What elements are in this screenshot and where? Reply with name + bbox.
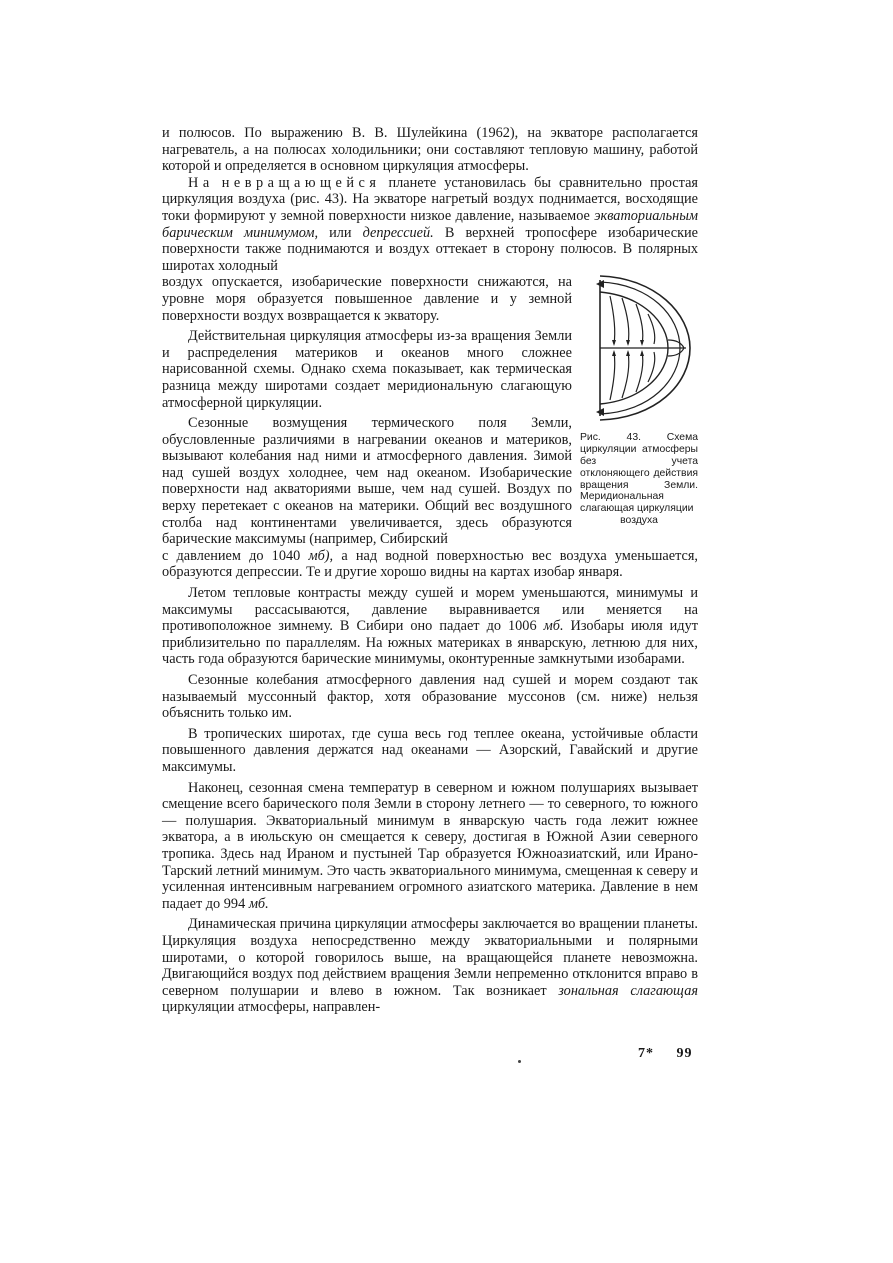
figure-region	[162, 274, 698, 548]
paragraph-1-wrap: воздух опускается, изобарические поверхности снижаются, на уровне моря образуется повышенное давление и у земной поверхности воздух возвращается к экватору.	[162, 274, 572, 324]
figure-caption	[580, 432, 698, 526]
paragraph-1	[162, 175, 698, 275]
page-number: 99	[676, 1046, 693, 1061]
paragraph-3-wrap: Сезонные возмущения термического поля Земли, обусловленные различиями в нагревании океанов и материков, вызывают колебания над ними и атмосферного давления. Зимой над сушей воздух холоднее, чем над океаном. Изобарические поверхности над акваториями выше, чем над сушей. Воздух по верху перетекает с океанов на материки. Общий вес воздушного столба над континентами увеличивается, здесь образуются барические максимумы (например, Сибирский	[162, 415, 572, 548]
spaced-term: невращающейся	[221, 174, 381, 191]
page-footer	[638, 1046, 693, 1062]
p3-text-b: а над водной поверхностью вес воздуха уменьшается, образуются депрессии. Те и другие хорошо видны на картах изобар января.	[162, 547, 698, 581]
signature-mark: 7*	[638, 1046, 654, 1061]
unit-mb: мб),	[308, 547, 334, 564]
p3-text-a: с давлением до 1040	[162, 547, 301, 564]
unit-mb: мб.	[543, 618, 564, 635]
p4-text-a: Летом тепловые контрасты между сушей и морем уменьшаются, минимумы и максимумы рассасываются, давление выравнивается или меняется на противоположное зимнему. В Сибири оно падает до 1006	[162, 585, 698, 635]
paragraph-4	[162, 585, 698, 668]
paragraph-2: Действительная циркуляция атмосферы из-за вращения Земли и распределения материков и океанов много сложнее нарисованной схемы. Однако схема показывает, как термическая разница между широтами создает меридиональную слагающую атмосферной циркуляции.	[162, 328, 572, 411]
paragraph-7	[162, 780, 698, 913]
term-depression: депрессией.	[362, 224, 434, 241]
paragraph-8	[162, 916, 698, 1016]
p4-text-b: Изобары июля идут приблизительно по параллелям. На южных материках в январскую, летнюю для них, часть года образуются барические минимумы, оконтуренные замкнутыми изобарами.	[162, 618, 698, 668]
p7-text-a: Наконец, сезонная смена температур в северном и южном полушариях вызывает смещение всего барического поля Земли в сторону летнего — то северного, то южного — полушария. Экваториальный минимум в январскую часть года лежит южнее экватора, а в июльскую он смещается к северу, достигая в Южной Азии северного тропика. Здесь над Ираном и пустыней Тар образуется Южноазиатский, или Ирано-Тарский летний минимум. Это часть экваториального минимума, смещенная к северу и усиленная интенсивным нагреванием огромного азиатского материка. Давление в нем падает до 994	[162, 779, 698, 912]
unit-mb: мб.	[248, 895, 269, 912]
paragraph-5: Сезонные колебания атмосферного давления над сушей и морем создают так называемый муссонный фактор, хотя образование муссонов (см. ниже) нельзя объяснить только им.	[162, 672, 698, 722]
caption-text: Рис. 43. Схема циркуляции атмосферы без учета отклоняющего действия вращения Земли. Меридиональная слагающая циркуляции	[580, 432, 698, 515]
p1-text-c: В верхней тропосфере изобарические поверхности также поднимаются и воздух оттекает в сторону полюсов. В полярных широтах холодный	[162, 224, 699, 274]
term-zonal-component: зональная слагающая	[558, 982, 698, 999]
p1-text-a: планете установилась бы сравнительно простая циркуляция воздуха (рис. 43). На экваторе нагретый воздух поднимается, восходящие токи формируют у земной поверхности низкое давление, называемое	[162, 174, 698, 224]
p8-text-a: Динамическая причина циркуляции атмосферы заключается во вращении планеты. Циркуляция воздуха непосредственно между экваториальными и полярными широтами, о которой говорилось выше, на вращающейся планете невозможна. Двигающийся воздух под действием вращения Земли непременно отклонится вправо в северном полушарии и влево в южном. Так возникает	[162, 916, 698, 999]
paragraph-0: и полюсов. По выражению В. В. Шулейкина (1962), на экваторе располагается нагреватель, а на полюсах холодильники; они составляют тепловую машину, работой которой и определяется в основном циркуляция атмосферы.	[162, 125, 698, 175]
p1-lead: На	[188, 174, 214, 191]
caption-last-line: воздуха	[620, 514, 658, 526]
page-body	[162, 125, 698, 1016]
circulation-diagram	[586, 274, 696, 422]
paragraph-6: В тропических широтах, где суша весь год теплее океана, устойчивые области повышенного давления держатся над океанами — Азорский, Гавайский и другие максимумы.	[162, 725, 698, 775]
p8-text-b: циркуляции атмосферы, направлен-	[162, 999, 381, 1016]
p1-text-b: или	[329, 224, 352, 241]
figure-43	[580, 274, 698, 526]
paragraph-3	[162, 548, 698, 581]
print-dot	[518, 1060, 521, 1063]
term-equatorial-minimum: экваториальным барическим минимумом,	[162, 207, 699, 241]
